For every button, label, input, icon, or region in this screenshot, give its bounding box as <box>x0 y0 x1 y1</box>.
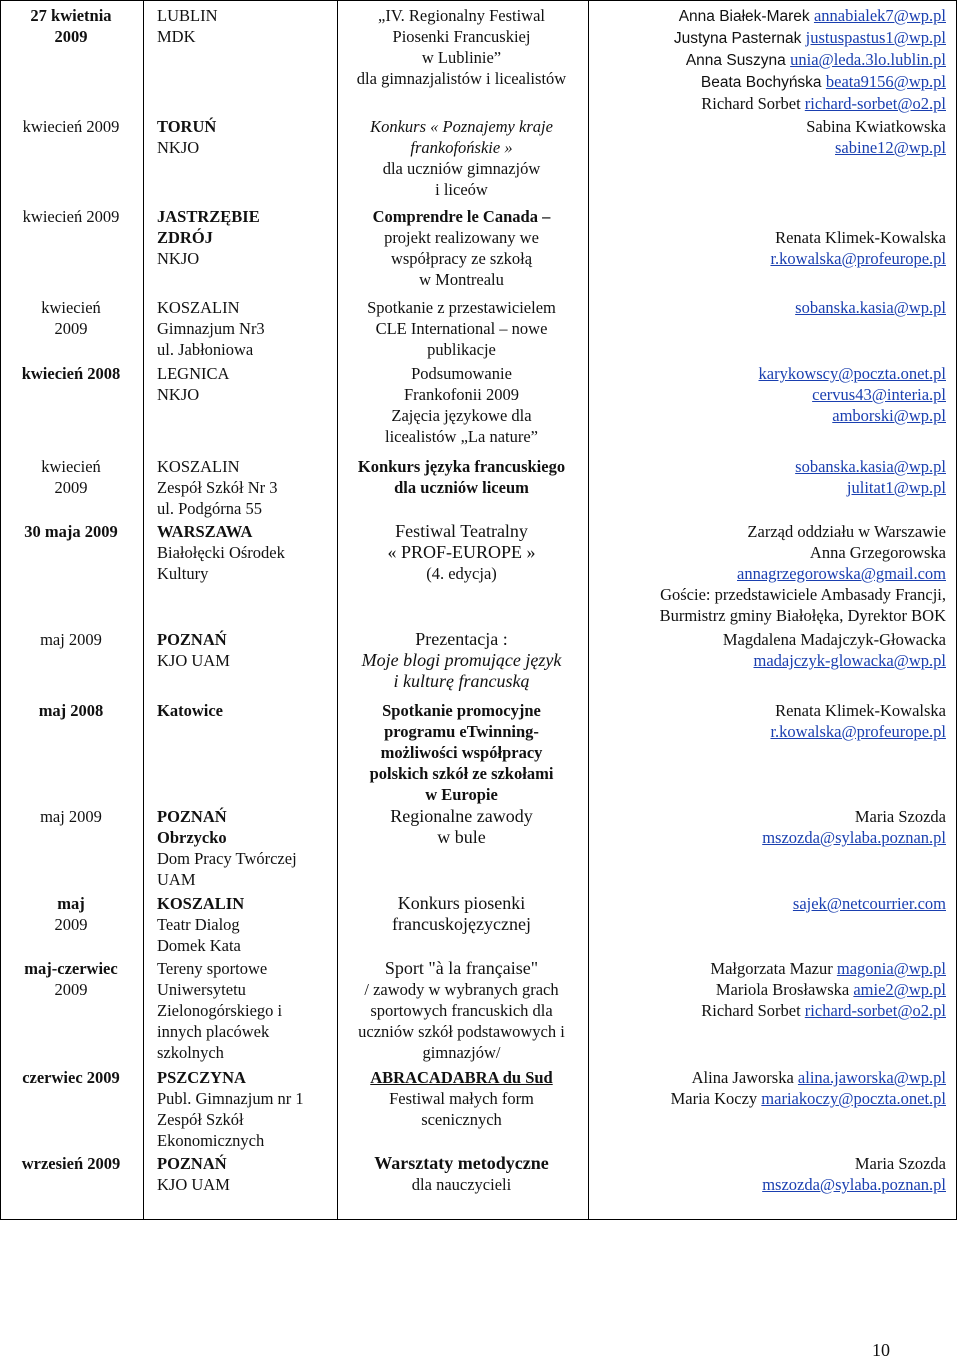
text-line: programu eTwinning- <box>384 722 539 741</box>
text-line: i kulturę francuską <box>393 671 530 691</box>
text-line: TORUŃ <box>157 117 217 136</box>
contact-line <box>596 477 946 498</box>
text-line: frankofońskie » <box>410 138 513 157</box>
contact-line <box>596 49 946 71</box>
contact-line <box>596 5 946 27</box>
place-cell <box>157 629 339 671</box>
contact-name: Alina Jaworska <box>691 1068 798 1087</box>
email-link[interactable]: beata9156@wp.pl <box>825 72 946 91</box>
contact-name: Anna Białek-Marek <box>678 8 814 25</box>
contact-name: Sabina Kwiatkowska <box>806 117 946 136</box>
contact-line <box>596 721 946 742</box>
event-cell <box>340 116 583 200</box>
text-line: KJO UAM <box>157 1175 230 1194</box>
text-line: Piosenki Francuskiej <box>392 27 531 46</box>
date-cell <box>4 1067 138 1088</box>
event-cell <box>340 363 583 447</box>
email-link[interactable]: amborski@wp.pl <box>832 406 946 425</box>
contact-cell <box>596 456 946 498</box>
event-cell <box>340 1153 583 1195</box>
email-link[interactable]: mszozda@sylaba.poznan.pl <box>762 1175 946 1194</box>
text-line: Publ. Gimnazjum nr 1 <box>157 1089 304 1108</box>
text-line: ul. Jabłoniowa <box>157 340 254 359</box>
text-line: maj <box>57 894 85 913</box>
date-cell <box>4 116 138 137</box>
contact-cell <box>596 700 946 742</box>
contact-line <box>596 521 946 542</box>
email-link[interactable]: richard-sorbet@o2.pl <box>804 1001 946 1020</box>
text-line: POZNAŃ <box>157 1154 227 1173</box>
contact-line <box>596 584 946 605</box>
text-line: „IV. Regionalny Festiwal <box>378 6 545 25</box>
date-cell <box>4 297 138 339</box>
email-link[interactable]: unia@leda.3lo.lublin.pl <box>790 50 946 69</box>
date-cell <box>4 456 138 498</box>
event-cell <box>340 893 583 935</box>
contact-cell <box>596 227 946 269</box>
contact-line <box>596 827 946 848</box>
contact-name: Małgorzata Mazur <box>710 959 837 978</box>
event-cell <box>340 806 583 848</box>
text-line: scenicznych <box>421 1110 502 1129</box>
text-line: kwiecień <box>41 457 101 476</box>
text-line: 27 kwietnia <box>30 6 112 25</box>
contact-line <box>596 456 946 477</box>
text-line: KOSZALIN <box>157 298 240 317</box>
email-link[interactable]: julitat1@wp.pl <box>846 478 946 497</box>
text-line: Zielonogórskiego i <box>157 1001 283 1020</box>
place-cell <box>157 297 339 360</box>
text-line: maj 2009 <box>40 630 102 649</box>
place-cell <box>157 456 339 519</box>
date-cell <box>4 806 138 827</box>
contact-line <box>596 93 946 114</box>
event-cell <box>340 521 583 584</box>
text-line: 2009 <box>54 27 88 46</box>
text-line: Tereny sportowe <box>157 959 268 978</box>
place-cell <box>157 206 339 269</box>
text-line: sportowych francuskich dla <box>370 1001 553 1020</box>
text-line: Gimnazjum Nr3 <box>157 319 265 338</box>
text-line: Podsumowanie <box>411 364 512 383</box>
contact-line <box>596 629 946 650</box>
email-link[interactable]: r.kowalska@profeurope.pl <box>770 249 946 268</box>
text-line: Konkurs języka francuskiego <box>357 457 566 476</box>
contact-line <box>596 27 946 49</box>
date-cell <box>4 5 138 47</box>
text-line: dla uczniów gimnazjów <box>382 159 541 178</box>
date-cell <box>4 363 138 384</box>
event-cell <box>340 958 583 1063</box>
contact-line <box>596 605 946 626</box>
email-link[interactable]: annagrzegorowska@gmail.com <box>737 564 946 583</box>
email-link[interactable]: sabine12@wp.pl <box>835 138 946 157</box>
email-link[interactable]: magonia@wp.pl <box>836 959 946 978</box>
contact-line <box>596 542 946 563</box>
contact-name: Richard Sorbet <box>701 1001 805 1020</box>
contact-cell <box>596 806 946 848</box>
text-line: Regionalne zawody <box>390 806 533 826</box>
text-line: Białołęcki Ośrodek <box>157 543 285 562</box>
text-line: 2009 <box>54 980 88 999</box>
text-line: dla uczniów liceum <box>394 478 529 497</box>
text-line: polskich szkół ze szkołami <box>369 764 554 783</box>
place-cell <box>157 1067 339 1151</box>
text-line: 2009 <box>54 319 88 338</box>
text-line: Zespół Szkół Nr 3 <box>157 478 278 497</box>
contact-name: Goście: przedstawiciele Ambasady Francji, <box>660 585 946 604</box>
text-line: współpracy ze szkołą <box>390 249 533 268</box>
text-line: dla gimnazjalistów i licealistów <box>356 69 567 88</box>
contact-line <box>596 227 946 248</box>
email-link[interactable]: sobanska.kasia@wp.pl <box>795 298 946 317</box>
date-cell <box>4 893 138 935</box>
text-line: UAM <box>157 870 196 889</box>
text-line: CLE International – nowe <box>375 319 548 338</box>
text-line: KJO UAM <box>157 651 230 670</box>
contact-cell <box>596 521 946 626</box>
event-cell <box>340 297 583 360</box>
text-line: francuskojęzycznej <box>392 914 531 934</box>
contact-name: Maria Koczy <box>670 1089 762 1108</box>
contact-name: Anna Grzegorowska <box>809 543 946 562</box>
text-line: kwiecień <box>41 298 101 317</box>
event-cell <box>340 1067 583 1130</box>
place-cell <box>157 700 339 721</box>
event-cell <box>340 206 583 290</box>
text-line: w Montrealu <box>419 270 504 289</box>
text-line: 30 maja 2009 <box>24 522 118 541</box>
contact-name: Burmistrz gminy Białołęka, Dyrektor BOK <box>659 606 946 625</box>
contact-line <box>596 297 946 318</box>
text-line: projekt realizowany we <box>384 228 539 247</box>
contact-line <box>596 806 946 827</box>
contact-line <box>596 563 946 584</box>
text-line: maj 2009 <box>40 807 102 826</box>
place-cell <box>157 893 339 956</box>
contact-name: Magdalena Madajczyk-Głowacka <box>722 630 946 649</box>
text-line: maj 2008 <box>38 701 104 720</box>
contact-cell <box>596 297 946 318</box>
email-link[interactable]: richard-sorbet@o2.pl <box>804 94 946 113</box>
contact-cell <box>596 1067 946 1109</box>
contact-line <box>596 116 946 137</box>
contact-name: Renata Klimek-Kowalska <box>775 701 946 720</box>
date-cell <box>4 958 138 1000</box>
email-link[interactable]: mariakoczy@poczta.onet.pl <box>761 1089 946 1108</box>
event-cell <box>340 700 583 805</box>
text-line: ABRACADABRA du Sud <box>370 1068 553 1087</box>
contact-line <box>596 893 946 914</box>
text-line: i liceów <box>435 180 488 199</box>
place-cell <box>157 5 339 47</box>
text-line: Spotkanie z przestawicielem <box>367 298 556 317</box>
text-line: POZNAŃ <box>157 630 227 649</box>
contact-cell <box>596 893 946 914</box>
text-line: (4. edycja) <box>426 564 497 583</box>
text-line: 2009 <box>54 478 88 497</box>
text-line: / zawody w wybranych grach <box>364 980 559 999</box>
text-line: Festiwal małych form <box>389 1089 534 1108</box>
contact-name: Zarząd oddziału w Warszawie <box>747 522 946 541</box>
contact-line <box>596 650 946 671</box>
date-cell <box>4 521 138 542</box>
place-cell <box>157 1153 339 1195</box>
contact-line <box>596 71 946 93</box>
column-divider <box>143 1 144 1219</box>
contact-line <box>596 137 946 158</box>
contact-cell <box>596 958 946 1021</box>
text-line: « PROF-EUROPE » <box>387 542 536 562</box>
text-line: NKJO <box>157 249 200 268</box>
place-cell <box>157 521 339 584</box>
email-link[interactable]: cervus43@interia.pl <box>812 385 946 404</box>
text-line: Zajęcia językowe dla <box>391 406 532 425</box>
text-line: możliwości współpracy <box>380 743 543 762</box>
contact-name: Richard Sorbet <box>701 94 805 113</box>
contact-name: Maria Szozda <box>854 1154 946 1173</box>
text-line: 2009 <box>54 915 88 934</box>
contact-line <box>596 1000 946 1021</box>
text-line: czerwiec 2009 <box>22 1068 120 1087</box>
contact-line <box>596 979 946 1000</box>
contact-line <box>596 700 946 721</box>
text-line: szkolnych <box>157 1043 224 1062</box>
date-cell <box>4 629 138 650</box>
text-line: Dom Pracy Twórczej <box>157 849 297 868</box>
text-line: wrzesień 2009 <box>21 1154 121 1173</box>
text-line: JASTRZĘBIE <box>157 207 260 226</box>
text-line: publikacje <box>427 340 496 359</box>
contact-line <box>596 248 946 269</box>
email-link[interactable]: madajczyk-glowacka@wp.pl <box>753 651 946 670</box>
contact-line <box>596 384 946 405</box>
text-line: maj-czerwiec <box>24 959 118 978</box>
text-line: kwiecień 2009 <box>22 207 120 226</box>
text-line: Kultury <box>157 564 209 583</box>
text-line: Sport "à la française" <box>384 958 539 978</box>
place-cell <box>157 363 339 405</box>
text-line: Teatr Dialog <box>157 915 240 934</box>
column-divider <box>588 1 589 1219</box>
text-line: LEGNICA <box>157 364 230 383</box>
text-line: w Europie <box>425 785 498 804</box>
text-line: Domek Kata <box>157 936 241 955</box>
text-line: Spotkanie promocyjne <box>382 701 541 720</box>
event-cell <box>340 629 583 692</box>
text-line: kwiecień 2008 <box>21 364 121 383</box>
text-line: MDK <box>157 27 196 46</box>
contact-line <box>596 363 946 384</box>
text-line: Comprendre le Canada – <box>372 207 551 226</box>
email-link[interactable]: justuspastus1@wp.pl <box>805 28 946 47</box>
text-line: Warsztaty metodyczne <box>374 1153 549 1173</box>
place-cell <box>157 806 339 890</box>
text-line: ZDRÓJ <box>157 228 213 247</box>
text-line: Prezentacja : <box>415 629 508 649</box>
contact-name: Maria Szozda <box>854 807 946 826</box>
event-cell <box>340 5 583 89</box>
text-line: KOSZALIN <box>157 894 245 913</box>
contact-cell <box>596 1153 946 1195</box>
email-link[interactable]: karykowscy@poczta.onet.pl <box>758 364 946 383</box>
email-link[interactable]: annabialek7@wp.pl <box>813 6 946 25</box>
text-line: WARSZAWA <box>157 522 253 541</box>
email-link[interactable]: sobanska.kasia@wp.pl <box>795 457 946 476</box>
place-cell <box>157 116 339 158</box>
text-line: Konkurs « Poznajemy kraje <box>370 117 553 136</box>
contact-name: Renata Klimek-Kowalska <box>775 228 946 247</box>
email-link[interactable]: mszozda@sylaba.poznan.pl <box>762 828 946 847</box>
text-line: Zespół Szkół <box>157 1110 244 1129</box>
text-line: Konkurs piosenki <box>397 893 526 913</box>
text-line: w Lublinie” <box>421 48 502 67</box>
place-cell <box>157 958 339 1063</box>
text-line: dla nauczycieli <box>411 1175 512 1194</box>
text-line: NKJO <box>157 138 200 157</box>
text-line: ul. Podgórna 55 <box>157 499 262 518</box>
contact-line <box>596 1153 946 1174</box>
text-line: gimnazjów/ <box>422 1043 501 1062</box>
email-link[interactable]: sajek@netcourrier.com <box>792 894 946 913</box>
text-line: KOSZALIN <box>157 457 240 476</box>
contact-line <box>596 1088 946 1109</box>
text-line: Moje blogi promujące język <box>361 650 562 670</box>
text-line: Obrzycko <box>157 828 227 847</box>
text-line: Festiwal Teatralny <box>395 521 528 541</box>
text-line: Uniwersytetu <box>157 980 246 999</box>
contact-line <box>596 958 946 979</box>
text-line: kwiecień 2009 <box>22 117 120 136</box>
page-number: 10 <box>872 1340 890 1360</box>
text-line: PSZCZYNA <box>157 1068 246 1087</box>
contact-name: Beata Bochyńska <box>700 74 826 91</box>
email-link[interactable]: amie2@wp.pl <box>853 980 946 999</box>
event-cell <box>340 456 583 498</box>
text-line: Ekonomicznych <box>157 1131 265 1150</box>
contact-name: Anna Suszyna <box>685 52 791 69</box>
date-cell <box>4 206 138 227</box>
date-cell <box>4 700 138 721</box>
contact-cell <box>596 116 946 158</box>
contact-cell <box>596 5 946 114</box>
contact-cell <box>596 363 946 426</box>
text-line: uczniów szkół podstawowych i <box>358 1022 565 1041</box>
email-link[interactable]: alina.jaworska@wp.pl <box>797 1068 946 1087</box>
text-line: Frankofonii 2009 <box>403 385 520 404</box>
email-link[interactable]: r.kowalska@profeurope.pl <box>770 722 946 741</box>
text-line: POZNAŃ <box>157 807 227 826</box>
text-line: LUBLIN <box>157 6 218 25</box>
text-line: innych placówek <box>157 1022 270 1041</box>
contact-name: Justyna Pasternak <box>673 30 806 47</box>
contact-line <box>596 405 946 426</box>
contact-line <box>596 1067 946 1088</box>
text-line: NKJO <box>157 385 200 404</box>
date-cell <box>4 1153 138 1174</box>
text-line: w bule <box>437 827 486 847</box>
contact-line <box>596 1174 946 1195</box>
text-line: Katowice <box>157 701 223 720</box>
text-line: licealistów „La nature” <box>384 427 538 446</box>
contact-cell <box>596 629 946 671</box>
contact-name: Mariola Brosławska <box>715 980 854 999</box>
